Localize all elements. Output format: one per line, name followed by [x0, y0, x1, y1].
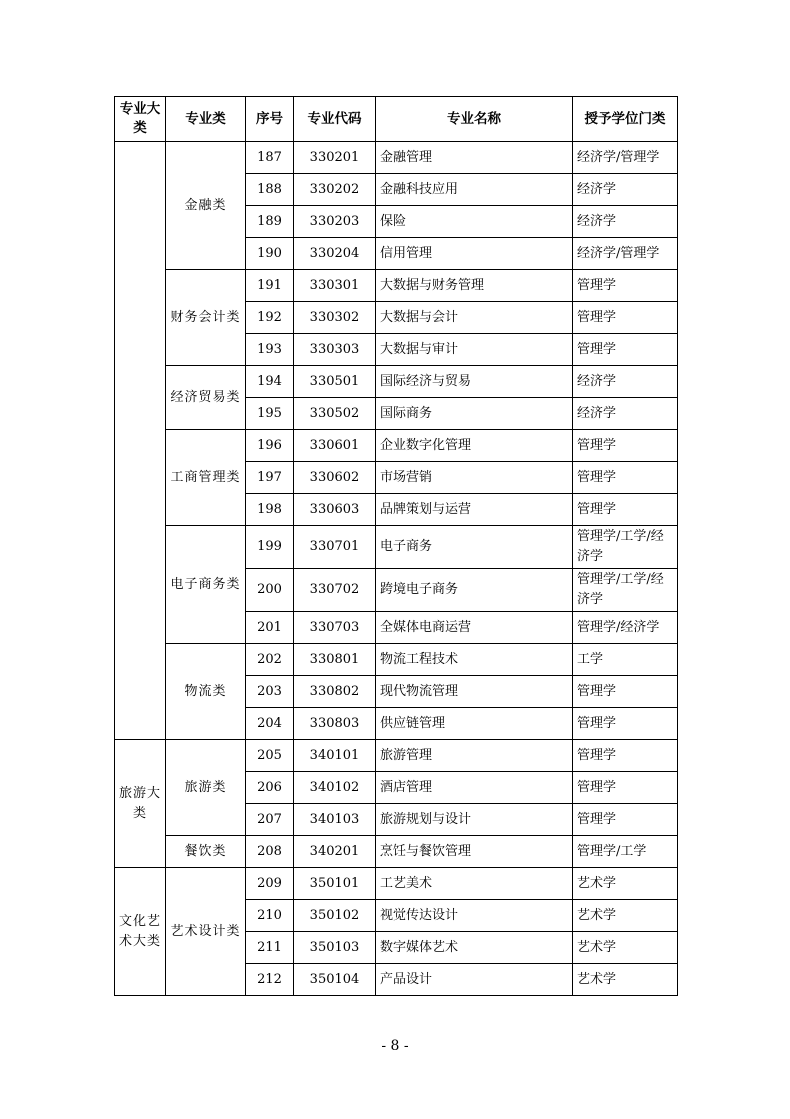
- table-row: [115, 868, 678, 900]
- table-row: [115, 270, 678, 302]
- name-cell: 旅游规划与设计: [376, 804, 573, 836]
- name-cell: 烹饪与餐饮管理: [376, 836, 573, 868]
- degree-cell: 管理学/工学/经济学: [573, 569, 678, 612]
- name-cell: 金融管理: [376, 142, 573, 174]
- code-cell: 340201: [294, 836, 376, 868]
- degree-cell: 管理学: [573, 430, 678, 462]
- seq-cell: 197: [246, 462, 294, 494]
- seq-cell: 188: [246, 174, 294, 206]
- code-cell: 330702: [294, 569, 376, 612]
- degree-cell: 艺术学: [573, 964, 678, 996]
- degree-cell: 艺术学: [573, 868, 678, 900]
- code-cell: 330301: [294, 270, 376, 302]
- name-cell: 物流工程技术: [376, 644, 573, 676]
- seq-cell: 195: [246, 398, 294, 430]
- code-cell: 330602: [294, 462, 376, 494]
- name-cell: 品牌策划与运营: [376, 494, 573, 526]
- name-cell: 信用管理: [376, 238, 573, 270]
- code-cell: 330601: [294, 430, 376, 462]
- name-cell: 大数据与审计: [376, 334, 573, 366]
- table-row: [115, 740, 678, 772]
- table-row: [115, 366, 678, 398]
- code-cell: 330801: [294, 644, 376, 676]
- sub-category-cell: 餐饮类: [166, 836, 246, 868]
- code-cell: 330502: [294, 398, 376, 430]
- degree-cell: 经济学/管理学: [573, 142, 678, 174]
- sub-category-cell: 工商管理类: [166, 430, 246, 526]
- seq-cell: 189: [246, 206, 294, 238]
- name-cell: 全媒体电商运营: [376, 612, 573, 644]
- seq-cell: 205: [246, 740, 294, 772]
- code-cell: 340102: [294, 772, 376, 804]
- name-cell: 旅游管理: [376, 740, 573, 772]
- name-cell: 酒店管理: [376, 772, 573, 804]
- degree-cell: 经济学: [573, 206, 678, 238]
- code-cell: 330703: [294, 612, 376, 644]
- name-cell: 市场营销: [376, 462, 573, 494]
- seq-cell: 210: [246, 900, 294, 932]
- code-cell: 330201: [294, 142, 376, 174]
- degree-cell: 管理学/工学/经济学: [573, 526, 678, 569]
- majors-table: [114, 96, 678, 996]
- degree-cell: 管理学: [573, 462, 678, 494]
- table-row: [115, 644, 678, 676]
- table-row: [115, 430, 678, 462]
- code-cell: 330803: [294, 708, 376, 740]
- seq-cell: 200: [246, 569, 294, 612]
- seq-cell: 187: [246, 142, 294, 174]
- degree-cell: 管理学: [573, 302, 678, 334]
- seq-cell: 192: [246, 302, 294, 334]
- degree-cell: 管理学/经济学: [573, 612, 678, 644]
- name-cell: 跨境电子商务: [376, 569, 573, 612]
- degree-cell: 管理学: [573, 334, 678, 366]
- degree-cell: 管理学: [573, 676, 678, 708]
- degree-cell: 经济学/管理学: [573, 238, 678, 270]
- seq-cell: 203: [246, 676, 294, 708]
- degree-cell: 管理学: [573, 270, 678, 302]
- code-cell: 350103: [294, 932, 376, 964]
- name-cell: 大数据与会计: [376, 302, 573, 334]
- header-degree: 授予学位门类: [573, 97, 678, 142]
- degree-cell: 管理学/工学: [573, 836, 678, 868]
- sub-category-cell: 电子商务类: [166, 526, 246, 644]
- seq-cell: 202: [246, 644, 294, 676]
- degree-cell: 管理学: [573, 740, 678, 772]
- name-cell: 产品设计: [376, 964, 573, 996]
- seq-cell: 194: [246, 366, 294, 398]
- code-cell: 350102: [294, 900, 376, 932]
- code-cell: 330303: [294, 334, 376, 366]
- seq-cell: 212: [246, 964, 294, 996]
- name-cell: 国际商务: [376, 398, 573, 430]
- sub-category-cell: 财务会计类: [166, 270, 246, 366]
- code-cell: 340103: [294, 804, 376, 836]
- code-cell: 330501: [294, 366, 376, 398]
- code-cell: 330203: [294, 206, 376, 238]
- degree-cell: 艺术学: [573, 932, 678, 964]
- sub-category-cell: 艺术设计类: [166, 868, 246, 996]
- code-cell: 340101: [294, 740, 376, 772]
- seq-cell: 207: [246, 804, 294, 836]
- degree-cell: 经济学: [573, 398, 678, 430]
- header-major-category: 专业大类: [115, 97, 166, 142]
- seq-cell: 193: [246, 334, 294, 366]
- major-category-cell: [115, 142, 166, 740]
- name-cell: 视觉传达设计: [376, 900, 573, 932]
- name-cell: 现代物流管理: [376, 676, 573, 708]
- sub-category-cell: 经济贸易类: [166, 366, 246, 430]
- major-category-cell: 文化艺术大类: [115, 868, 166, 996]
- seq-cell: 209: [246, 868, 294, 900]
- header-name: 专业名称: [376, 97, 573, 142]
- degree-cell: 工学: [573, 644, 678, 676]
- code-cell: 330202: [294, 174, 376, 206]
- seq-cell: 201: [246, 612, 294, 644]
- sub-category-cell: 旅游类: [166, 740, 246, 836]
- table-header-row: [115, 97, 678, 142]
- name-cell: 企业数字化管理: [376, 430, 573, 462]
- code-cell: 330603: [294, 494, 376, 526]
- name-cell: 工艺美术: [376, 868, 573, 900]
- degree-cell: 管理学: [573, 708, 678, 740]
- degree-cell: 管理学: [573, 772, 678, 804]
- seq-cell: 196: [246, 430, 294, 462]
- seq-cell: 211: [246, 932, 294, 964]
- code-cell: 350101: [294, 868, 376, 900]
- table-row: [115, 142, 678, 174]
- header-code: 专业代码: [294, 97, 376, 142]
- seq-cell: 198: [246, 494, 294, 526]
- seq-cell: 199: [246, 526, 294, 569]
- name-cell: 电子商务: [376, 526, 573, 569]
- code-cell: 330204: [294, 238, 376, 270]
- name-cell: 金融科技应用: [376, 174, 573, 206]
- name-cell: 供应链管理: [376, 708, 573, 740]
- sub-category-cell: 金融类: [166, 142, 246, 270]
- degree-cell: 管理学: [573, 804, 678, 836]
- sub-category-cell: 物流类: [166, 644, 246, 740]
- code-cell: 330802: [294, 676, 376, 708]
- code-cell: 330701: [294, 526, 376, 569]
- header-sub-category: 专业类: [166, 97, 246, 142]
- name-cell: 大数据与财务管理: [376, 270, 573, 302]
- seq-cell: 190: [246, 238, 294, 270]
- code-cell: 330302: [294, 302, 376, 334]
- seq-cell: 208: [246, 836, 294, 868]
- seq-cell: 191: [246, 270, 294, 302]
- major-category-cell: 旅游大类: [115, 740, 166, 868]
- degree-cell: 管理学: [573, 494, 678, 526]
- page-number: - 8 -: [381, 1038, 409, 1054]
- degree-cell: 经济学: [573, 174, 678, 206]
- name-cell: 国际经济与贸易: [376, 366, 573, 398]
- code-cell: 350104: [294, 964, 376, 996]
- header-seq: 序号: [246, 97, 294, 142]
- name-cell: 保险: [376, 206, 573, 238]
- degree-cell: 艺术学: [573, 900, 678, 932]
- degree-cell: 经济学: [573, 366, 678, 398]
- table-row: [115, 836, 678, 868]
- name-cell: 数字媒体艺术: [376, 932, 573, 964]
- seq-cell: 204: [246, 708, 294, 740]
- table-row: [115, 526, 678, 569]
- seq-cell: 206: [246, 772, 294, 804]
